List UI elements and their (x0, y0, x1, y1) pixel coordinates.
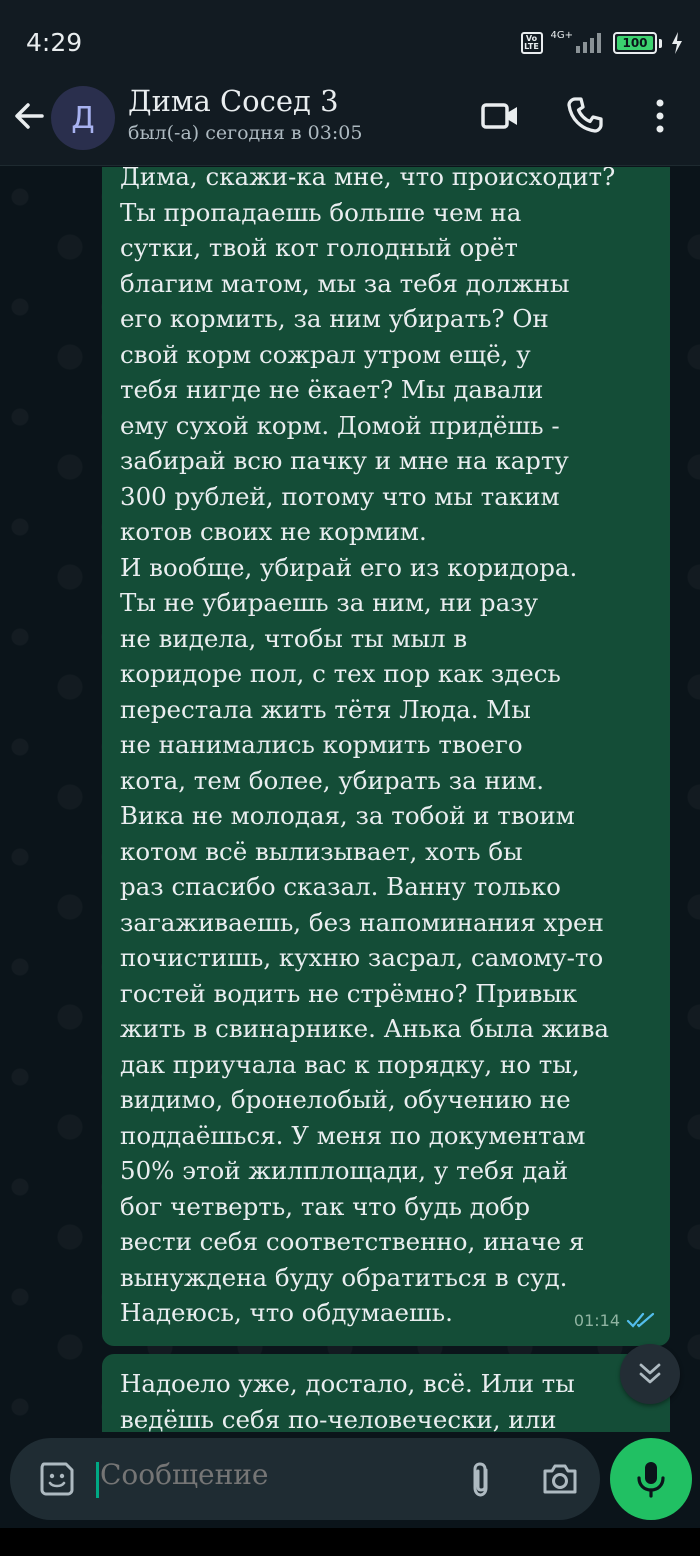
message-line: поддаёшься. У меня по документам (120, 1120, 586, 1150)
message-line: не видела, чтобы ты мыл в (120, 623, 468, 653)
message-time: 01:14 (573, 1310, 620, 1330)
message-line: жить в свинарнике. Анька была жива (120, 1014, 610, 1043)
video-call-icon[interactable] (480, 98, 520, 134)
volte-label-top: Vo (525, 34, 538, 43)
message-line: 300 рублей, потому что мы таким (120, 481, 560, 511)
battery-icon (613, 32, 657, 54)
status-icons (521, 30, 685, 56)
message-line: кота, тем более, убирать за ним. (120, 765, 545, 795)
message-line: забирай всю пачку и мне на карту (120, 446, 569, 475)
message-line: котов своих не кормим. (120, 517, 427, 546)
message-line: Ты не убираешь за ним, ни разу (120, 588, 538, 617)
message-line: дак приучала вас к порядку, но ты, (120, 1049, 580, 1079)
message-bubble-outgoing[interactable] (102, 167, 670, 1346)
message-line: Дима, скажи-ка мне, что происходит? (120, 167, 616, 191)
battery-level: 100 (622, 36, 648, 50)
message-line: его кормить, за ним убирать? Он (120, 304, 549, 333)
contact-name[interactable]: Дима Сосед 3 (128, 84, 339, 118)
message-line: вести себя соответственно, иначе я (120, 1227, 585, 1256)
message-input-bar (0, 1432, 700, 1528)
chat-area[interactable] (0, 167, 700, 1432)
message-line: 50% этой жилплощади, у тебя дай (120, 1156, 569, 1185)
attach-paperclip-icon[interactable] (466, 1460, 496, 1500)
read-ticks-icon (626, 1311, 656, 1329)
volte-icon (521, 32, 543, 54)
message-line: перестала жить тётя Люда. Мы (120, 694, 531, 724)
message-line: сутки, твой кот голодный орёт (120, 233, 518, 262)
back-arrow-icon[interactable] (12, 98, 48, 134)
text-caret (96, 1462, 99, 1498)
message-input-container[interactable] (10, 1438, 600, 1520)
message-line: коридоре пол, с тех пор как здесь (120, 659, 561, 688)
contact-avatar[interactable] (51, 86, 115, 150)
voice-message-button[interactable] (610, 1438, 692, 1520)
more-options-icon[interactable] (648, 96, 672, 136)
message-line: бог четверть, так что будь добр (120, 1191, 531, 1221)
message-line: ему сухой корм. Домой придёшь - (120, 410, 560, 440)
message-line: свой корм сожрал утром ещё, у (120, 339, 531, 369)
message-line: ведёшь себя по-человечески, или (120, 1404, 557, 1432)
message-line: И вообще, убирай его из коридора. (120, 552, 578, 582)
network-type-label: 4G+ (550, 29, 573, 41)
message-line: раз спасибо сказал. Ванну только (120, 872, 561, 901)
message-line: благим матом, мы за тебя должны (120, 268, 570, 298)
message-line: Вика не молодая, за тобой и твоим (120, 801, 575, 830)
message-line: вынуждена буду обратиться в суд. (120, 1262, 568, 1292)
message-line: Надеюсь, что обдумаешь. (120, 1298, 453, 1327)
sticker-emoji-icon[interactable] (38, 1460, 76, 1498)
message-line: гостей водить не стрёмно? Привык (120, 978, 578, 1008)
scroll-to-bottom-button[interactable] (620, 1344, 680, 1404)
signal-icon (575, 32, 605, 54)
microphone-icon (634, 1459, 668, 1499)
message-line: тебя нигде не ёкает? Мы давали (120, 375, 544, 404)
volte-label-bottom: LTE (524, 42, 539, 51)
message-line: не нанимались кормить твоего (120, 730, 523, 759)
status-time: 4:29 (26, 28, 83, 57)
system-navigation-bar (0, 1528, 700, 1556)
message-line: видимо, бронелобый, обучению не (120, 1085, 571, 1114)
status-bar (0, 0, 700, 82)
contact-last-seen: был(-а) сегодня в 03:05 (128, 122, 363, 144)
message-line: Ты пропадаешь больше чем на (120, 197, 522, 227)
message-meta (574, 1303, 656, 1339)
avatar-letter: Д (71, 100, 95, 136)
message-bubble-outgoing[interactable] (102, 1354, 670, 1432)
charging-icon (670, 31, 684, 55)
message-line: почистишь, кухню засрал, самому-то (120, 943, 604, 972)
message-line: Надоело уже, достало, всё. Или ты (120, 1369, 575, 1398)
double-chevron-down-icon (635, 1359, 665, 1389)
voice-call-icon[interactable] (566, 96, 604, 134)
message-line: котом всё вылизывает, хоть бы (120, 836, 523, 866)
message-line: загаживаешь, без напоминания хрен (120, 907, 604, 937)
message-input[interactable] (100, 1458, 450, 1491)
camera-icon[interactable] (540, 1460, 580, 1498)
chat-header (0, 82, 700, 166)
